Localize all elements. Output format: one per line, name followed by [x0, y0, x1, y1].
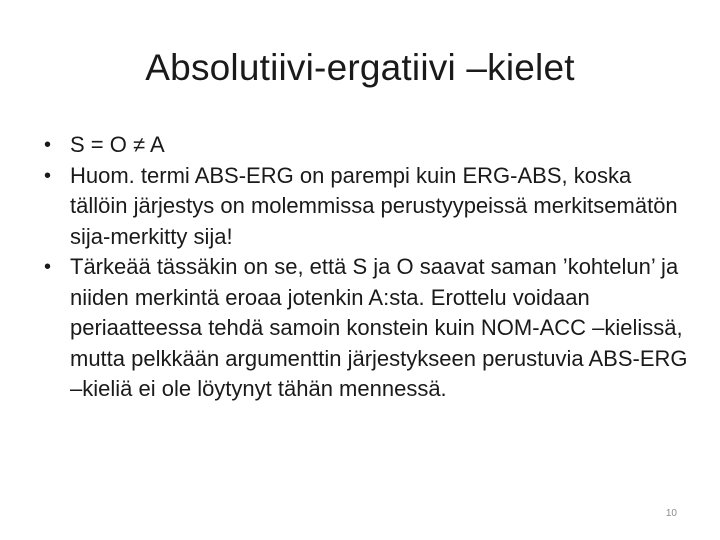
bullet-item — [44, 161, 694, 253]
slide-title: Absolutiivi-ergatiivi –kielet — [145, 47, 575, 88]
bullet-marker: • — [44, 256, 52, 278]
bullet-text: Tärkeää tässäkin on se, että S ja O saavat saman ’kohtelun’ ja niiden merkintä eroaa jotenkin A:sta. Erottelu voidaan periaatteessa tehdä samoin konstein kuin NOM-ACC –kielissä, mutta pelkkään argumenttin järjestykseen perustuvia ABS-ERG –kieliä ei ole löytynyt tähän mennessä. — [70, 254, 688, 401]
bullet-list — [44, 130, 694, 405]
bullet-item — [44, 252, 694, 405]
bullet-marker: • — [44, 134, 52, 156]
bullet-text: S = O ≠ A — [70, 132, 165, 157]
bullet-item — [44, 130, 694, 161]
bullet-text: Huom. termi ABS-ERG on parempi kuin ERG-ABS, koska tällöin järjestys on molemmissa perustyypeissä merkitsemätön sija-merkitty sija! — [70, 162, 678, 249]
slide-number: 10 — [665, 508, 677, 519]
bullet-marker: • — [44, 164, 52, 187]
